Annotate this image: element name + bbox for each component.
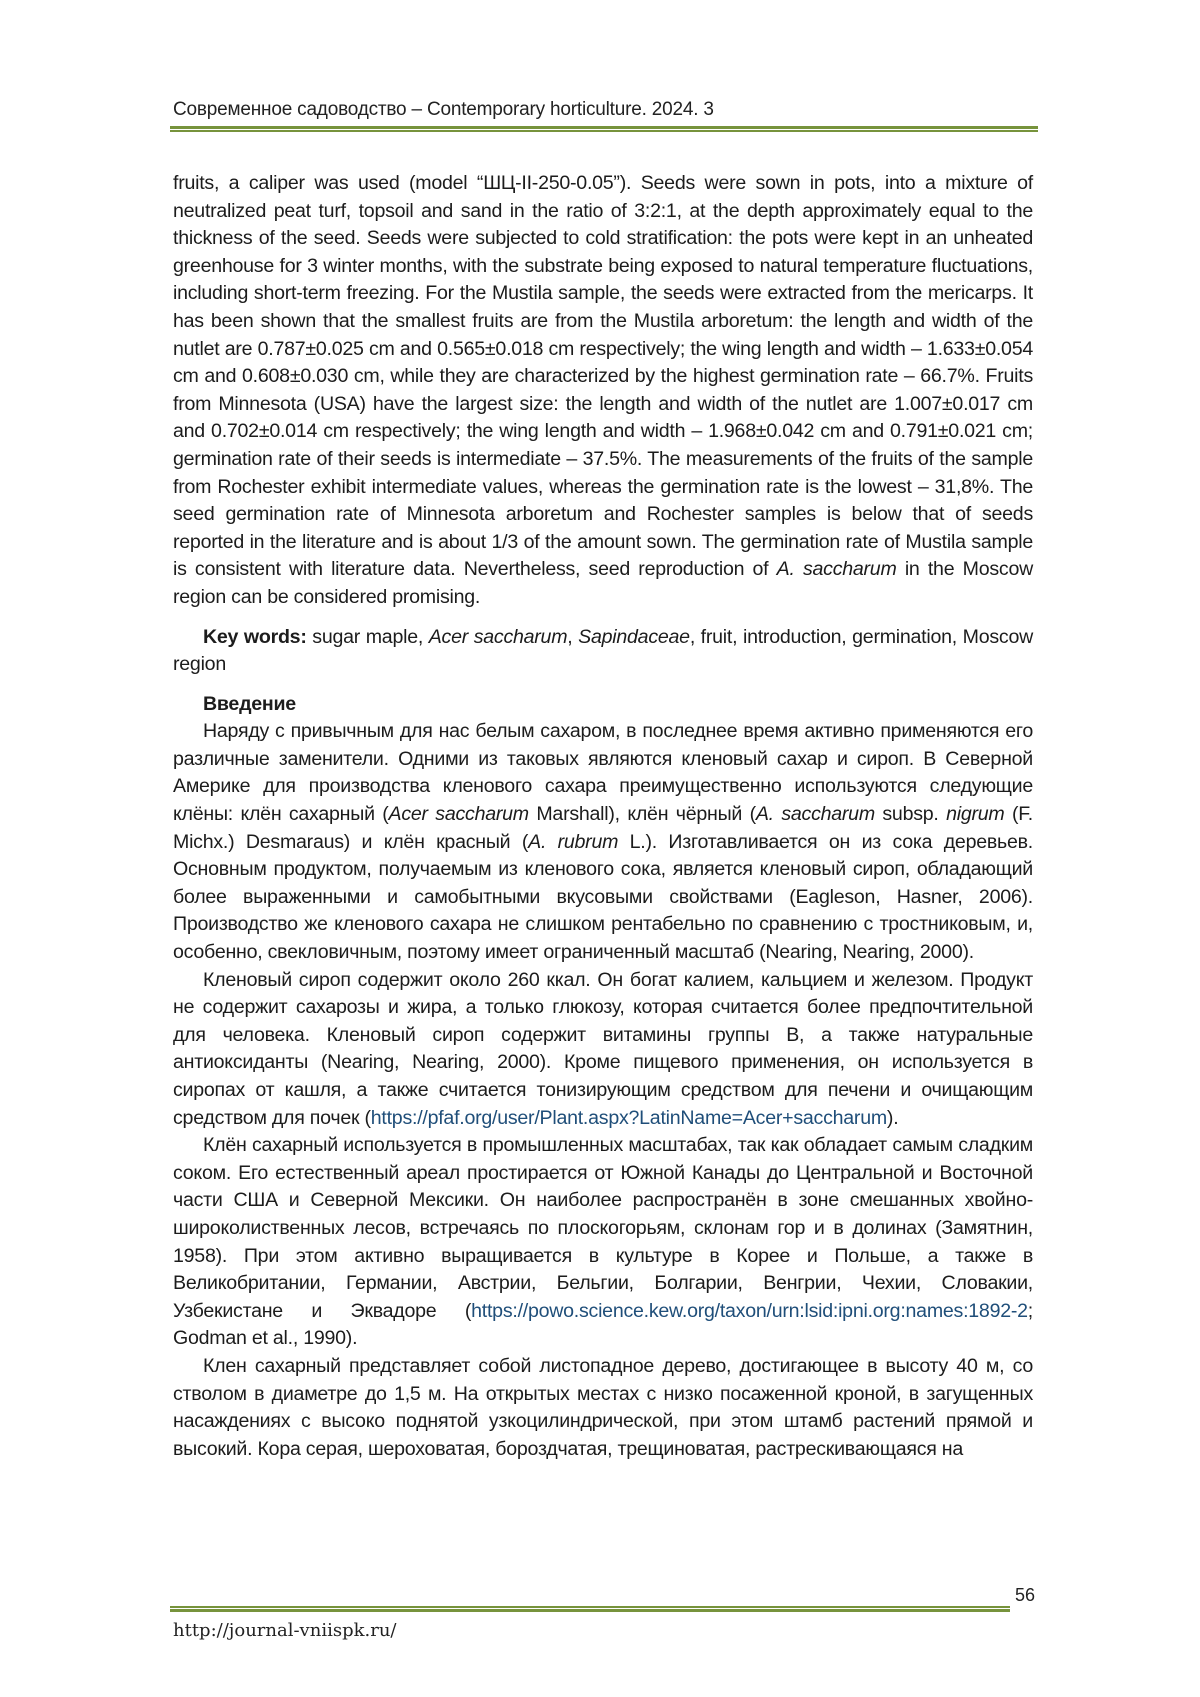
intro-paragraph-3: Клён сахарный используется в промышленных масштабах, так как обладает самым сладким соком. Его естественный ареал простирается от Южной Канады до Центральной и Восточной части США и Северной Мексики. Он наиболее распространён в зоне смешанных хвойно-широколиственных лесов, встречаясь по плоскогорьям, склонам гор и в долинах (Замятнин, 1958). При этом активно выращивается в культуре в Корее и Польше, а также в Великобритании, Германии, Австрии, Бельгии, Болгарии, Венгрии, Чехии, Словакии, Узбекистане и Эквадоре (https://powo.science.kew.org/taxon/urn:lsid:ipni.org:names:1892-2; Godman et al., 1990). [173, 1134, 1033, 1350]
header-rule [170, 126, 1038, 133]
intro-paragraph-1: Наряду с привычным для нас белым сахаром, в последнее время активно применяются его различные заменители. Одними из таковых являются кленовый сахар и сироп. В Северной Америке для производства кленового сахара преимущественно используются следующие клёны: клён сахарный (Acer saccharum Marshall), клён чёрный (A. saccharum subsp. nigrum (F. Michx.) Desmaraus) и клён красный (A. rubrum L.). Изготавливается он из сока деревьев. Основным продуктом, получаемым из кленового сока, является кленовый сироп, обладающий более выраженными и самобытными вкусовыми свойствами (Eagleson, Hasner, 2006). Производство же кленового сахара не слишком рентабельно по сравнению с тростниковым, и, особенно, свекловичным, поэтому имеет ограниченный масштаб (Nearing, Nearing, 2000). [173, 720, 1033, 964]
keywords-label: Key words: [203, 625, 307, 648]
section-heading-introduction: Введение [203, 692, 296, 715]
footer-rule [170, 1606, 1010, 1612]
intro-paragraph-4: Клен сахарный представляет собой листопадное дерево, достигающее в высоту 40 м, со стволом в диаметре до 1,5 м. На открытых местах с низко посаженной кроной, в загущенных насаждениях с высоко поднятой узкоцилиндрической, при этом штамб растений прямой и высокий. Кора серая, шероховатая, бороздчатая, трещиноватая, растрескивающаяся на [173, 1354, 1033, 1460]
article-body [173, 170, 1033, 1463]
footer-url[interactable]: http://journal-vniispk.ru/ [173, 1620, 397, 1641]
page-number: 56 [1015, 1585, 1036, 1605]
keywords: Key words: sugar maple, Acer saccharum, Sapindaceae, fruit, introduction, germination, Moscow region [173, 625, 1034, 676]
intro-paragraph-2: Кленовый сироп содержит около 260 ккал. Он богат калием, кальцием и железом. Продукт не содержит сахарозы и жира, а только глюкозу, которая считается более предпочтительной для человека. Кленовый сироп содержит витамины группы В, а также натуральные антиоксиданты (Nearing, Nearing, 2000). Кроме пищевого применения, он используется в сиропах от кашля, а также считается тонизирующим средством для печени и очищающим средством для почек (https://pfaf.org/user/Plant.aspx?LatinName=Acer+saccharum). [173, 968, 1033, 1129]
running-title: Современное садоводство – Contemporary horticulture. 2024. 3 [173, 99, 714, 120]
powo-link[interactable]: https://powo.science.kew.org/taxon/urn:lsid:ipni.org:names:1892-2 [471, 1299, 1028, 1322]
abstract-continuation: fruits, a caliper was used (model “ШЦ-II-250-0.05”). Seeds were sown in pots, into a mixture of neutralized peat turf, topsoil and sand in the ratio of 3:2:1, at the depth approximately equal to the thickness of the seed. Seeds were subjected to cold stratification: the pots were kept in an unheated greenhouse for 3 winter months, with the substrate being exposed to natural temperature fluctuations, including short-term freezing. For the Mustila sample, the seeds were extracted from the mericarps. It has been shown that the smallest fruits are from the Mustila arboretum: the length and width of the nutlet are 0.787±0.025 cm and 0.565±0.018 cm respectively; the wing length and width – 1.633±0.054 cm and 0.608±0.030 cm, while they are characterized by the highest germination rate – 66.7%. Fruits from Minnesota (USA) have the largest size: the length and width of the nutlet are 1.007±0.017 cm and 0.702±0.014 cm respectively; the wing length and width – 1.968±0.042 cm and 0.791±0.021 cm; germination rate of their seeds is intermediate – 37.5%. The measurements of the fruits of the sample from Rochester exhibit intermediate values, whereas the germination rate is the lowest – 31,8%. The seed germination rate of Minnesota arboretum and Rochester samples is below that of seeds reported in the literature and is about 1/3 of the amount sown. The germination rate of Mustila sample is consistent with literature data. Nevertheless, seed reproduction of A. saccharum in the Moscow region can be considered promising. [173, 172, 1033, 608]
pfaf-link[interactable]: https://pfaf.org/user/Plant.aspx?LatinName=Acer+saccharum [370, 1106, 887, 1129]
